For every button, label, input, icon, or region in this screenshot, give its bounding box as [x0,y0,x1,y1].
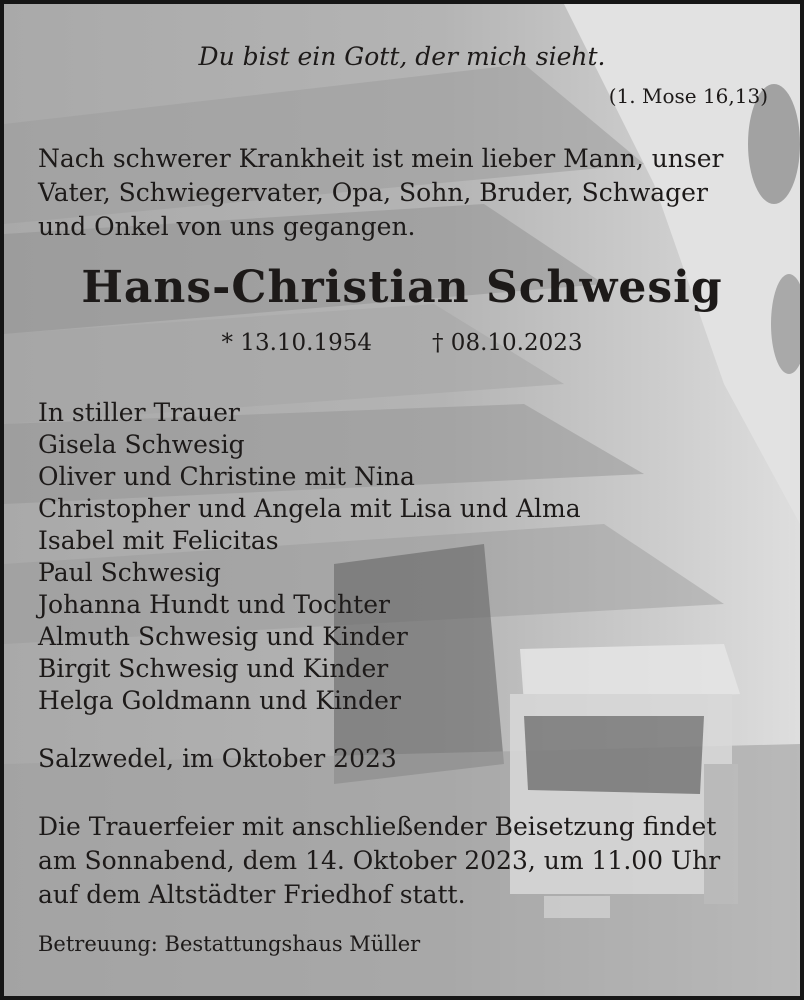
camper-van [510,644,740,918]
life-dates [4,330,800,356]
bible-verse: Du bist ein Gott, der mich sieht. [198,42,606,71]
place-date: Salzwedel, im Oktober 2023 [38,744,397,773]
bible-verse-reference: (1. Mose 16,13) [608,84,768,108]
mourners-heading: In stiller Trauer [38,398,240,427]
mourner-line: Johanna Hundt und Tochter [38,590,390,619]
funeral-line: am Sonnabend, dem 14. Oktober 2023, um 11.00 Uhr [38,846,721,875]
death-date: † 08.10.2023 [432,330,583,356]
announcement-line: Nach schwerer Krankheit ist mein lieber Mann, unser [38,144,724,173]
mourner-line: Paul Schwesig [38,558,221,587]
deceased-name: Hans-Christian Schwesig [81,262,723,313]
announcement-line: und Onkel von uns gegangen. [38,212,416,241]
birth-date: * 13.10.1954 [221,330,372,356]
mourner-line: Gisela Schwesig [38,430,245,459]
announcement-line: Vater, Schwiegervater, Opa, Sohn, Bruder, Schwager [38,178,708,207]
mourner-line: Helga Goldmann und Kinder [38,686,401,715]
mourner-line: Christopher und Angela mit Lisa und Alma [38,494,581,523]
funeral-line: auf dem Altstädter Friedhof statt. [38,880,466,909]
mourner-line: Oliver und Christine mit Nina [38,462,415,491]
funeral-line: Die Trauerfeier mit anschließender Beisetzung findet [38,812,717,841]
mourner-line: Almuth Schwesig und Kinder [38,622,408,651]
funeral-home-credit: Betreuung: Bestattungshaus Müller [38,932,421,956]
mourner-line: Isabel mit Felicitas [38,526,279,555]
mourner-line: Birgit Schwesig und Kinder [38,654,389,683]
